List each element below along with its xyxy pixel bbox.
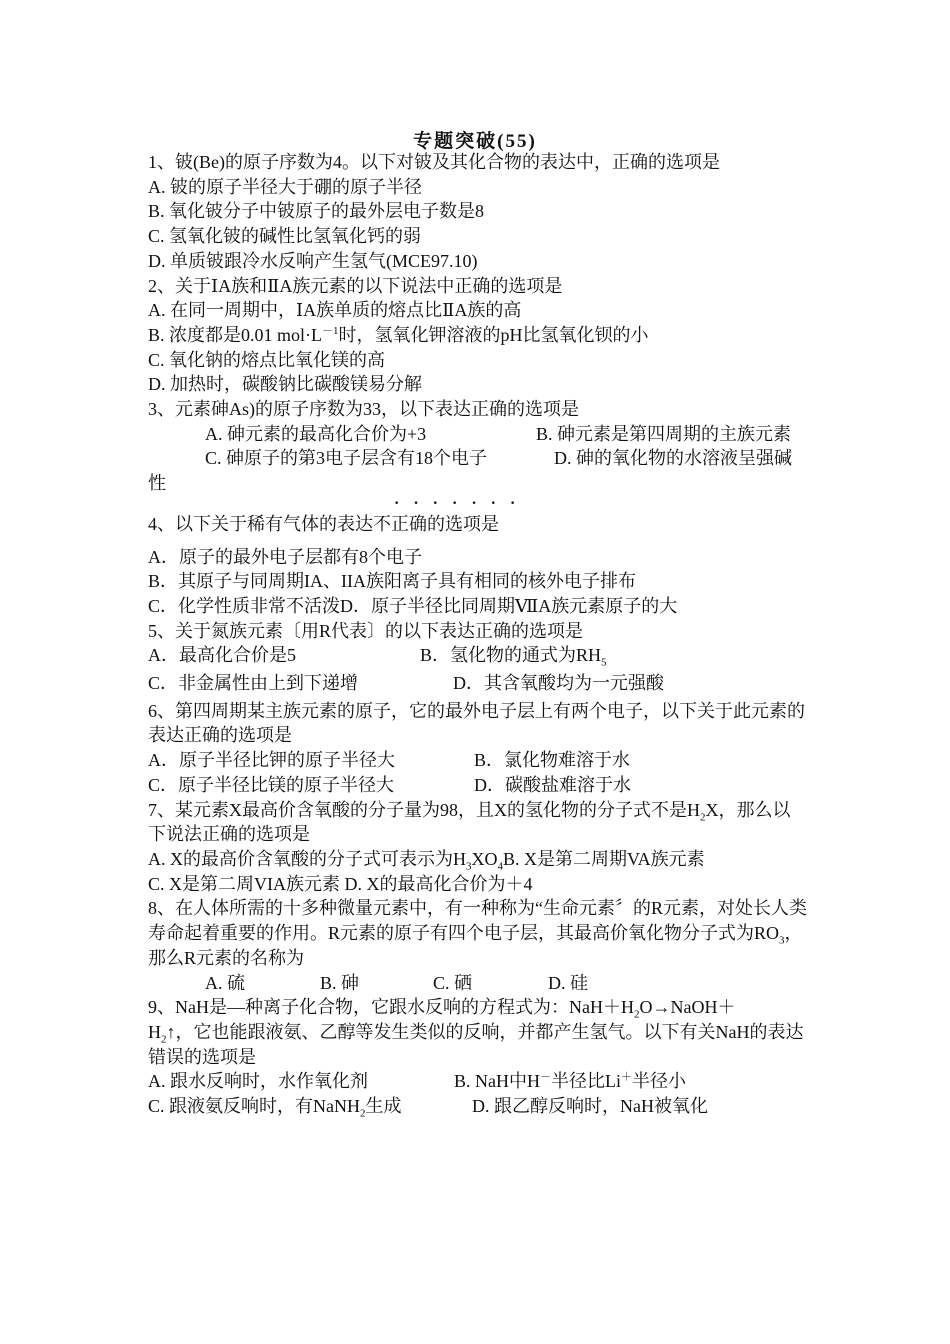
- q6-option-d: D．碳酸盐难溶于水: [474, 774, 631, 795]
- q9-b-mid: 半径比Li: [551, 1071, 621, 1092]
- q5-option-c: C．非金属性由上到下递增: [148, 673, 359, 694]
- q5-b-text: B．氢化物的通式为RH: [420, 645, 602, 666]
- q5-options-ab: [148, 643, 808, 668]
- q8-option-d: D. 硅: [548, 972, 588, 993]
- separator-dots: ·······: [394, 494, 530, 512]
- page-title: 专题突破(55): [413, 131, 537, 152]
- q8-stem: [148, 896, 808, 970]
- q3-option-d: D. 砷的氧化物的水溶液呈强碱性: [148, 448, 792, 494]
- q5-option-a: A．最高化合价是5: [148, 645, 296, 666]
- q1-option-a: A. 铍的原子半径大于硼的原子半径: [148, 176, 422, 197]
- q5-options-cd: [148, 671, 808, 696]
- q6-stem: 6、第四周期某主族元素的原子，它的最外电子层上有两个电子，以下关于此元素的表达正确的选项是: [148, 700, 805, 746]
- q8-stem-text: 8、在人体所需的十多种微量元素中，有一种称为“生命元素〞的R元素，对处长人类寿命起着重要的作用。R元素的原子有四个电子层，其最高价氧化物分子式为RO: [148, 898, 807, 944]
- q3-options-cd: [148, 446, 808, 495]
- q7-options-ab: [148, 847, 808, 872]
- q9-b-text-end: 半径小: [632, 1071, 686, 1092]
- q9-options-cd: [148, 1094, 808, 1119]
- q5-stem: 5、关于氮族元素〔用R代表〕的以下表达正确的选项是: [148, 620, 584, 641]
- q9-c-text: C. 跟液氨反响时，有NaNH: [148, 1096, 360, 1117]
- q9-l1-sub: 2: [633, 1008, 640, 1021]
- q9-b-text: B. NaH中H: [454, 1071, 540, 1092]
- q7-stem: [148, 798, 808, 847]
- q3-stem: 3、元素砷As)的原子序数为33，以下表达正确的选项是: [148, 399, 579, 420]
- q9-option-c: [148, 1094, 472, 1119]
- q1-option-c: C. 氢氧化铍的碱性比氢氧化钙的弱: [148, 226, 422, 247]
- q1-option-b: B. 氧化铍分子中铍原子的最外层电子数是8: [148, 201, 485, 222]
- q8-option-a: A. 硫: [205, 972, 245, 993]
- q4-options-cd: C．化学性质非常不活泼D．原子半径比同周期ⅦA族元素原子的大: [148, 595, 678, 616]
- q9-option-d: D. 跟乙醇反响时，NaH被氧化: [472, 1096, 708, 1117]
- q9-c-sub: 2: [360, 1107, 366, 1120]
- q9-options-ab: [148, 1069, 808, 1094]
- q8-stem-sub: 3: [779, 934, 785, 947]
- q9-option-a: A. 跟水反响时，水作氧化剂: [148, 1071, 368, 1092]
- q7-ab-sub1: 3: [466, 860, 472, 873]
- q9-l1-text-end: O→NaOH＋: [639, 997, 736, 1018]
- q2-b-text-end: 时，氢氧化钾溶液的pH比氢氧化钡的小: [338, 324, 649, 345]
- spacer: [148, 537, 808, 545]
- q7-options-cd: C. X是第二周VIA族元素 D. X的最高化合价为＋4: [148, 873, 533, 894]
- q6-options-ab: [148, 748, 808, 773]
- q9-l2-text: H: [148, 1021, 161, 1042]
- q9-option-b: [454, 1071, 686, 1091]
- q7-ab-text: A. X的最高价含氧酸的分子式可表示为H: [148, 848, 466, 869]
- q8-option-c: C. 硒: [433, 972, 473, 993]
- q3-options-ab: [148, 422, 808, 447]
- q5-b-sub: 5: [601, 656, 607, 669]
- q5-option-d: D．其含氧酸均为一元强酸: [453, 673, 664, 694]
- q6-option-b: B．氯化物难溶于水: [474, 750, 631, 771]
- q2-option-d: D. 加热时，碳酸钠比碳酸镁易分解: [148, 374, 422, 395]
- q6-option-a: A．原子半径比钾的原子半径大: [148, 750, 395, 771]
- q3-option-c: C. 砷原子的第3电子层含有18个电子: [205, 448, 488, 469]
- q5-option-b: [420, 645, 607, 669]
- q2-option-b: [148, 323, 808, 348]
- q9-b-sup1: －: [540, 1071, 551, 1084]
- q7-stem-text: 7、某元素X最高价含氧酸的分子量为98，且X的氢化物的分子式不是H: [148, 799, 700, 820]
- q8-stem-text-end: ，那么R元素的名称为: [148, 923, 803, 968]
- question-list: [148, 150, 808, 1119]
- q6-option-c: C．原子半径比镁的原子半径大: [148, 774, 395, 795]
- q1-stem: 1、铍(Be)的原子序数为4。以下对铍及其化合物的表达中，正确的选项是: [148, 152, 720, 172]
- q4-option-a: A．原子的最外电子层都有8个电子: [148, 546, 422, 567]
- q6-options-cd: [148, 773, 808, 798]
- q9-l2-text-end: ↑，它也能跟液氨、乙醇等发生类似的反响，并都产生氢气。以下有关NaH的表达错误的选项是: [148, 1021, 804, 1067]
- q7-ab-text-end: B. X是第二周期VA族元素: [503, 848, 705, 869]
- q1-option-d: D. 单质铍跟冷水反响产生氢气(MCE97.10): [148, 250, 478, 271]
- q9-c-text-end: 生成: [365, 1096, 402, 1117]
- q3-option-b: B. 砷元素是第四周期的主族元素: [536, 423, 792, 444]
- q4-stem: 4、以下关于稀有气体的表达不正确的选项是: [148, 513, 499, 534]
- q2-option-a: A. 在同一周期中，ⅠA族单质的熔点比ⅡA族的高: [148, 300, 522, 321]
- q2-b-sup: －1: [322, 324, 339, 337]
- q3-option-a: A. 砷元素的最高化合价为+3: [205, 423, 427, 444]
- q8-options: [148, 971, 808, 996]
- q7-ab-mid: XO: [471, 848, 498, 869]
- q8-option-b: B. 砷: [320, 972, 360, 993]
- q7-stem-text-end: X，那么以下说法正确的选项是: [148, 799, 791, 845]
- q9-b-sup2: ＋: [621, 1071, 632, 1084]
- q2-stem: 2、关于ⅠA族和ⅡA族元素的以下说法中正确的选项是: [148, 275, 563, 296]
- q9-stem-line2: [148, 1020, 808, 1069]
- q2-b-text: B. 浓度都是0.01 mol·L: [148, 324, 322, 345]
- q4-option-b: B．其原子与同周期IA、IIA族阳离子具有相同的核外电子排布: [148, 571, 636, 592]
- q9-stem-line1: [148, 995, 808, 1020]
- q2-option-c: C. 氧化钠的熔点比氧化镁的高: [148, 349, 386, 370]
- q7-ab-sub2: 4: [497, 860, 503, 873]
- q7-stem-sub: 2: [700, 811, 706, 824]
- q9-l2-sub: 2: [161, 1033, 167, 1046]
- q9-l1-text: 9、NaH是—种离子化合物，它跟水反响的方程式为：NaH＋H: [148, 997, 634, 1018]
